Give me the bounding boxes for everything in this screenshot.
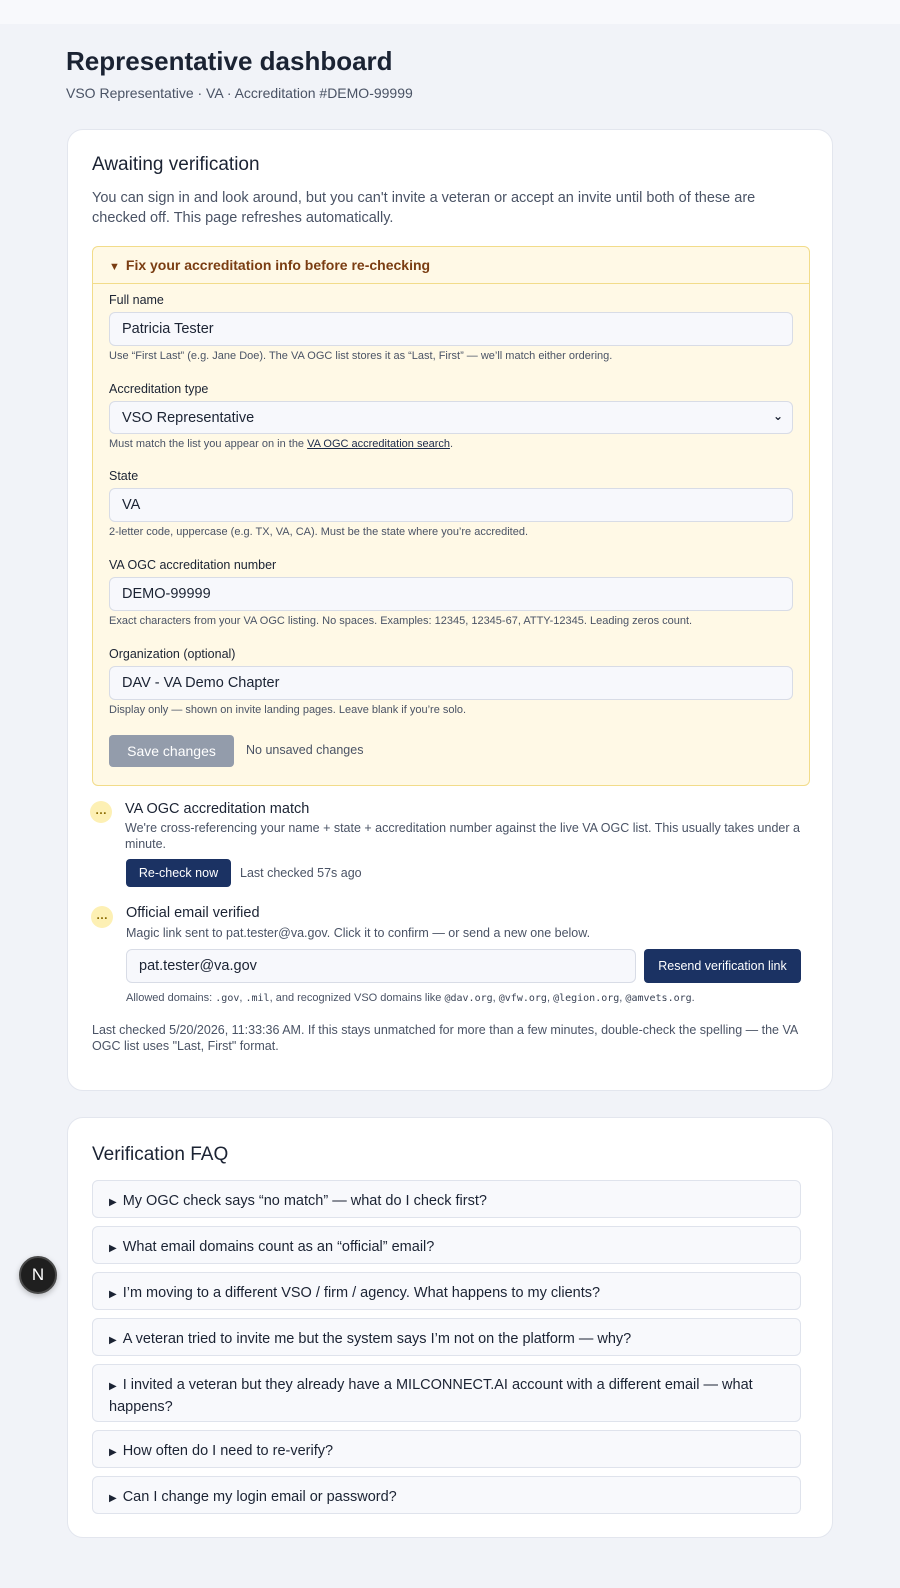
ogc-check-description: We're cross-referencing your name + state + accreditation number against the live VA OGC list. This usually takes under a minute. xyxy=(125,821,800,851)
email-check-title: Official email verified xyxy=(126,905,260,921)
faq-item[interactable] xyxy=(92,1430,801,1468)
verification-email-input[interactable] xyxy=(126,949,636,983)
faq-question: I invited a veteran but they already have a MILCONNECT.AI account with a different email — what happens? xyxy=(109,1377,753,1415)
fix-accreditation-summary: Fix your accreditation info before re-checking xyxy=(125,257,431,273)
last-checked-footnote: Last checked 5/20/2026, 11:33:36 AM. If this stays unmatched for more than a few minutes, double-check the spelling — the VA OGC list uses "Last, First" format. xyxy=(92,1023,798,1053)
accreditation-number-input[interactable] xyxy=(109,577,793,611)
faq-question: How often do I need to re-verify? xyxy=(122,1443,334,1459)
domain-separator: , xyxy=(619,992,626,1004)
accreditation-type-help xyxy=(109,438,453,450)
faq-item[interactable] xyxy=(92,1364,801,1422)
caret-right-icon: ▶ xyxy=(109,1197,117,1208)
faq-item[interactable] xyxy=(92,1272,801,1310)
verification-title: Awaiting verification xyxy=(92,154,260,175)
ogc-search-link[interactable]: VA OGC accreditation search xyxy=(307,438,450,450)
domain-dav: @dav.org xyxy=(444,993,493,1004)
faq-question: My OGC check says “no match” — what do I check first? xyxy=(122,1193,487,1209)
n-logo-icon[interactable]: N xyxy=(19,1256,57,1294)
faq-question: A veteran tried to invite me but the system says I’m not on the platform — why? xyxy=(122,1331,632,1347)
domain-separator: , xyxy=(492,992,499,1004)
fix-accreditation-panel xyxy=(92,246,810,786)
caret-right-icon: ▶ xyxy=(109,1335,117,1346)
allowed-prefix: Allowed domains: xyxy=(126,992,216,1004)
verification-intro: You can sign in and look around, but you can't invite a veteran or accept an invite until both of these are checked off. This page refreshes automatically. xyxy=(92,190,756,226)
organization-input[interactable] xyxy=(109,666,793,700)
domain-separator: , xyxy=(546,992,554,1004)
faq-item[interactable] xyxy=(92,1318,801,1356)
faq-item[interactable] xyxy=(92,1476,801,1514)
pending-dots-icon: … xyxy=(90,801,112,823)
caret-right-icon: ▶ xyxy=(109,1381,117,1392)
faq-title: Verification FAQ xyxy=(92,1144,229,1165)
accreditation-type-help-suffix: . xyxy=(449,438,454,450)
domain-legion: @legion.org xyxy=(553,993,620,1004)
full-name-input[interactable] xyxy=(109,312,793,346)
state-label: State xyxy=(109,469,139,483)
full-name-label: Full name xyxy=(109,293,164,307)
ogc-last-checked: Last checked 57s ago xyxy=(240,866,362,880)
verification-card xyxy=(67,129,833,1091)
allowed-domains-note xyxy=(126,992,695,1004)
faq-question: Can I change my login email or password? xyxy=(122,1489,397,1505)
faq-item[interactable] xyxy=(92,1226,801,1264)
top-bar xyxy=(0,0,900,24)
domain-separator: , xyxy=(239,992,246,1004)
accreditation-type-label: Accreditation type xyxy=(109,382,209,396)
accreditation-type-select[interactable] xyxy=(109,401,793,434)
pending-dots-icon: … xyxy=(91,906,113,928)
accreditation-number-label: VA OGC accreditation number xyxy=(109,558,277,572)
caret-right-icon: ▶ xyxy=(109,1243,117,1254)
save-changes-button[interactable]: Save changes xyxy=(109,735,234,767)
accreditation-type-help-prefix: Must match the list you appear on in the xyxy=(109,438,308,450)
fix-accreditation-toggle[interactable] xyxy=(93,247,809,284)
accreditation-type-select-wrap xyxy=(109,401,793,434)
domain-vfw: @vfw.org xyxy=(498,993,547,1004)
caret-right-icon: ▶ xyxy=(109,1289,117,1300)
full-name-help: Use “First Last” (e.g. Jane Doe). The VA OGC list stores it as “Last, First” — we’ll match either ordering. xyxy=(109,350,613,362)
caret-right-icon: ▶ xyxy=(109,1493,117,1504)
ogc-check-title: VA OGC accreditation match xyxy=(125,801,310,817)
page-subtitle: VSO Representative · VA · Accreditation #DEMO-99999 xyxy=(66,85,413,101)
save-status: No unsaved changes xyxy=(246,743,364,757)
resend-verification-button[interactable]: Resend verification link xyxy=(644,949,801,983)
domain-mil: .mil xyxy=(245,993,270,1004)
faq-item[interactable] xyxy=(92,1180,801,1218)
organization-help: Display only — shown on invite landing pages. Leave blank if you’re solo. xyxy=(109,704,467,716)
recheck-now-button[interactable]: Re-check now xyxy=(126,859,231,887)
allowed-suffix: . xyxy=(691,992,695,1004)
faq-question: I’m moving to a different VSO / firm / agency. What happens to my clients? xyxy=(122,1285,601,1301)
allowed-mid: , and recognized VSO domains like xyxy=(269,992,445,1004)
domain-amvets: @amvets.org xyxy=(625,993,692,1004)
faq-card xyxy=(67,1117,833,1538)
page-title: Representative dashboard xyxy=(66,46,393,76)
chevron-down-icon: ⌄ xyxy=(772,409,783,423)
domain-gov: .gov xyxy=(215,993,240,1004)
organization-label: Organization (optional) xyxy=(109,647,236,661)
faq-question: What email domains count as an “official” email? xyxy=(122,1239,435,1255)
state-input[interactable] xyxy=(109,488,793,522)
email-check-description: Magic link sent to pat.tester@va.gov. Click it to confirm — or send a new one below. xyxy=(126,926,591,940)
accreditation-number-help: Exact characters from your VA OGC listing. No spaces. Examples: 12345, 12345-67, ATTY-12345. Leading zeros count. xyxy=(109,615,693,627)
state-help: 2-letter code, uppercase (e.g. TX, VA, CA). Must be the state where you’re accredited. xyxy=(109,526,529,538)
caret-down-icon: ▼ xyxy=(109,261,120,273)
caret-right-icon: ▶ xyxy=(109,1447,117,1458)
